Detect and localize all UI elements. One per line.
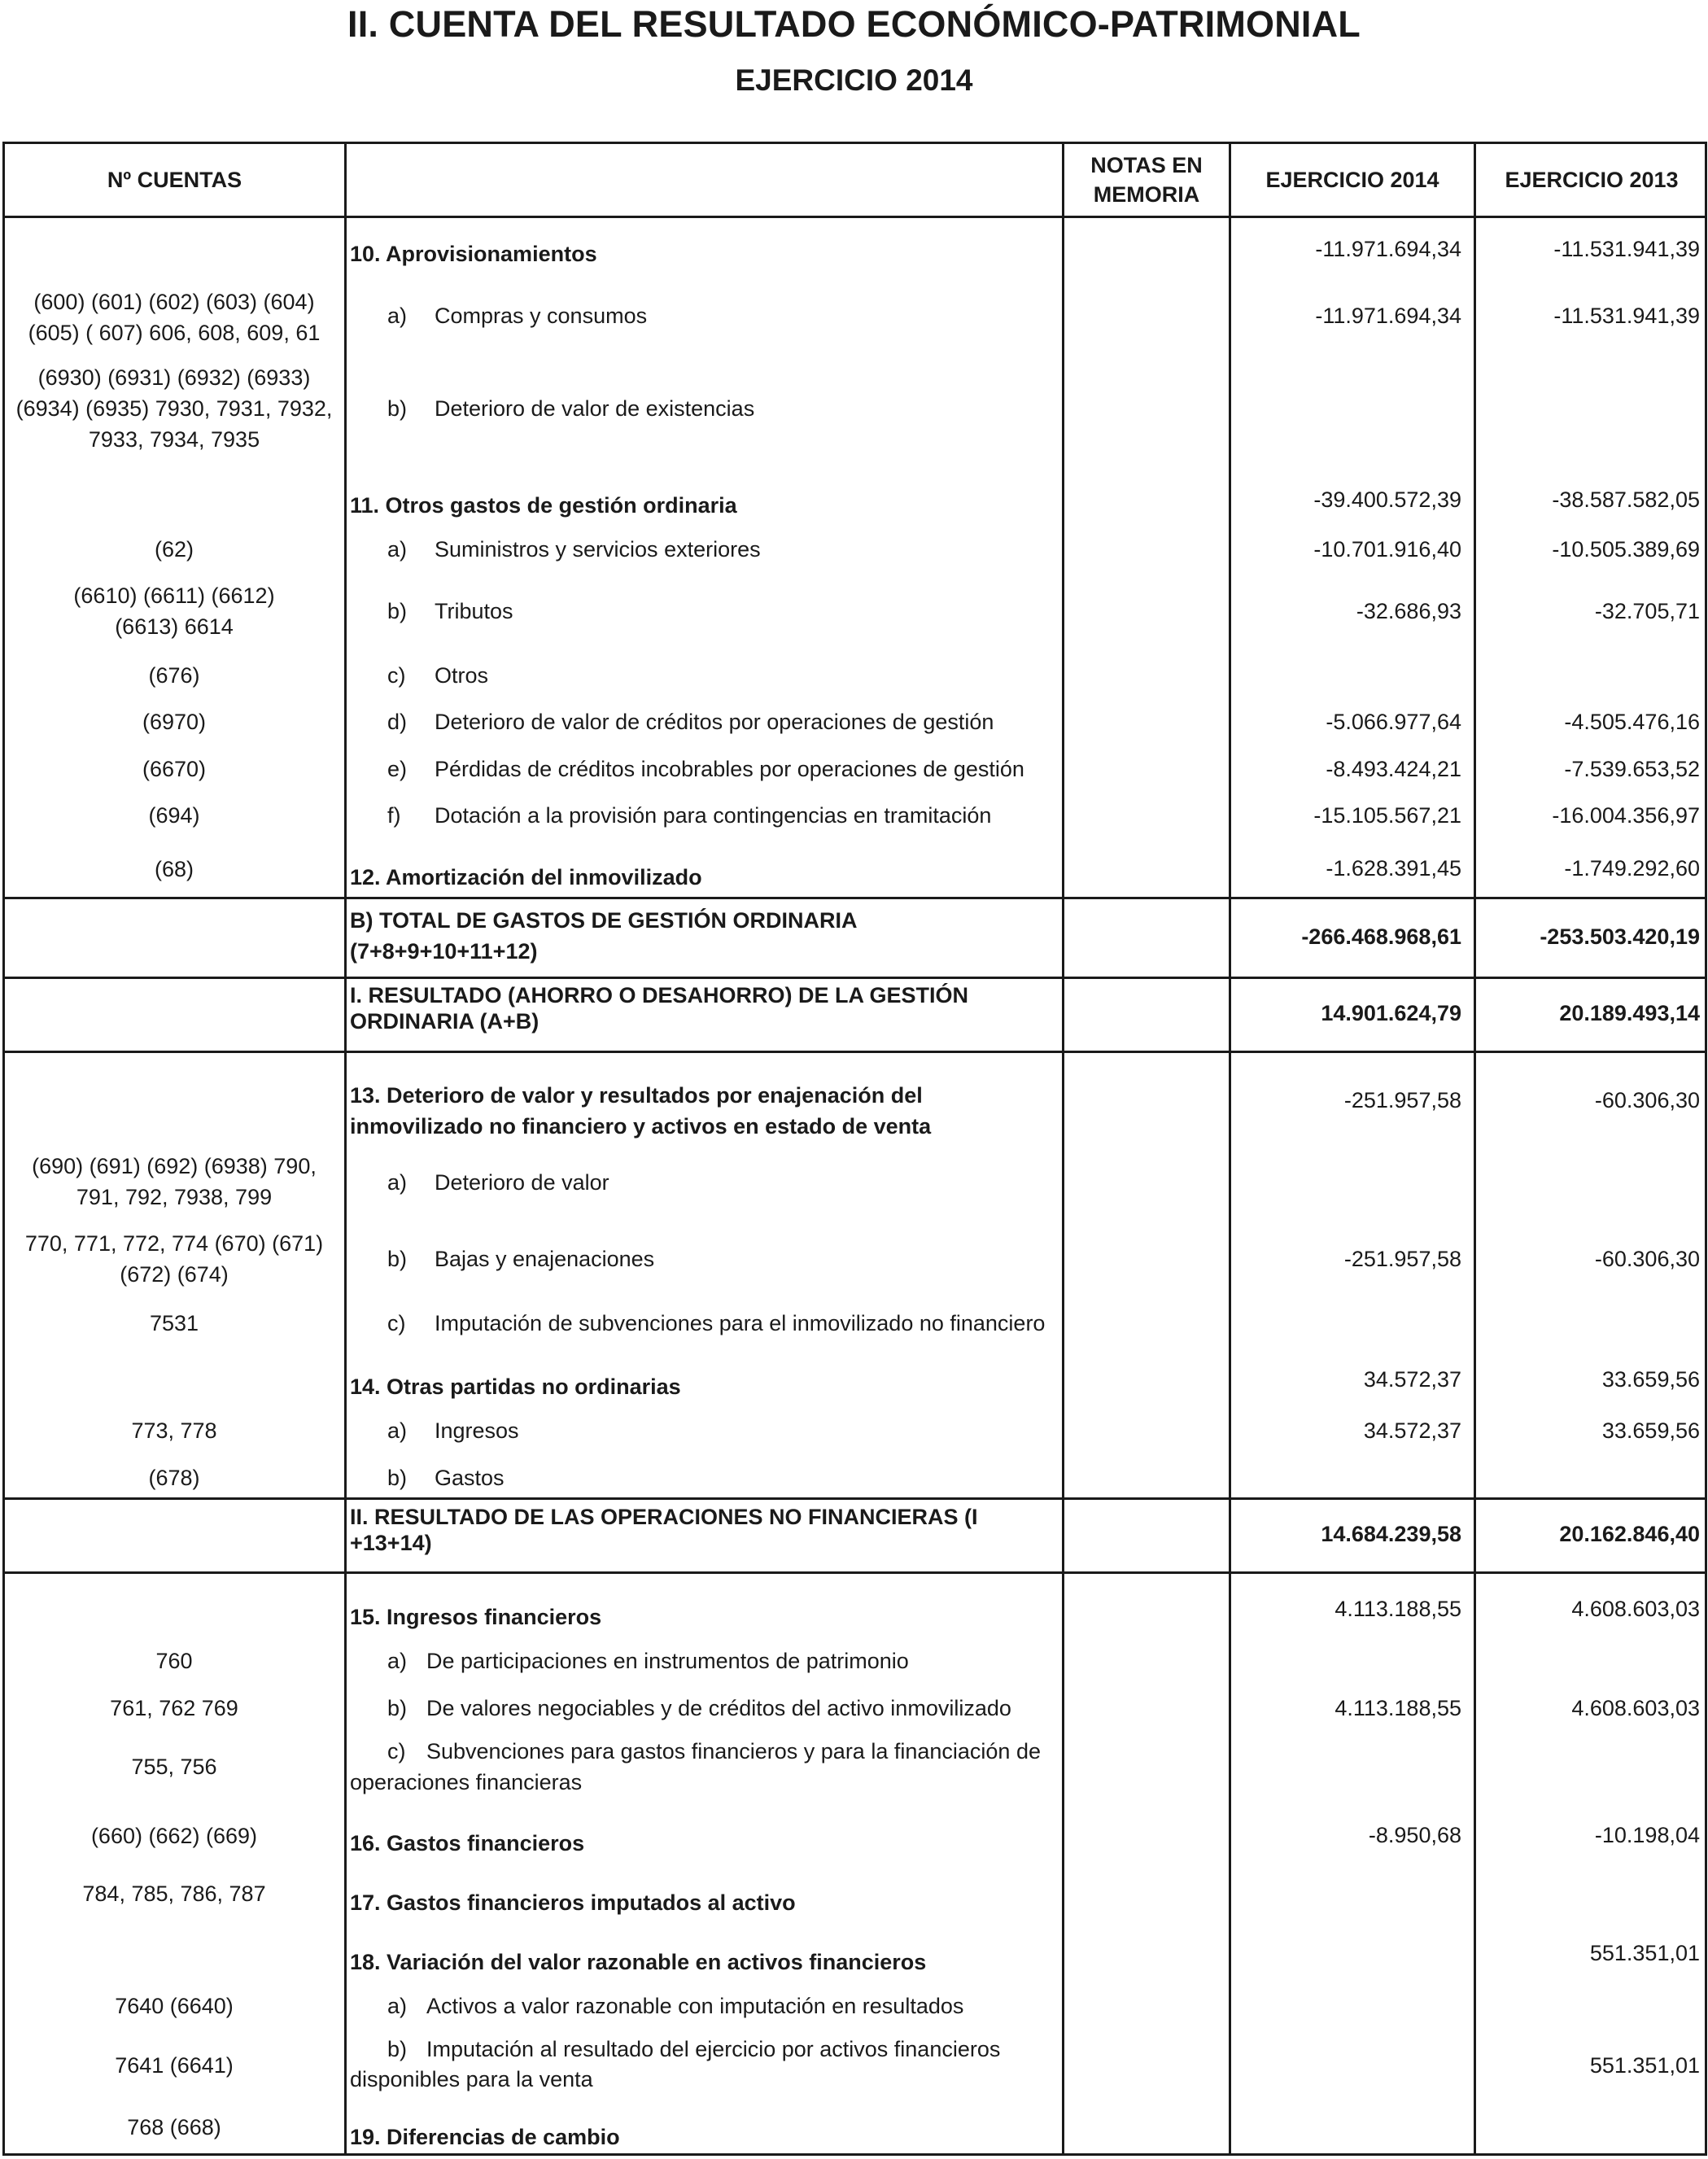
value-2014: 4.113.188,55 xyxy=(1335,1597,1461,1621)
value-2013: -38.587.582,05 xyxy=(1552,487,1700,512)
account-codes: (62) xyxy=(154,537,194,562)
value-2014: -39.400.572,39 xyxy=(1313,487,1461,512)
value-2013: -10.198,04 xyxy=(1594,1823,1700,1847)
page-title: II. CUENTA DEL RESULTADO ECONÓMICO-PATRIMONIAL xyxy=(347,3,1361,45)
header-ejercicio-2013: EJERCICIO 2013 xyxy=(1505,167,1679,192)
account-codes: (6610) (6611) (6612) (6613) 6614 xyxy=(73,583,275,639)
row-letter: a) xyxy=(387,1418,408,1443)
row-label: 10. Aprovisionamientos xyxy=(350,242,597,266)
row-letter: c) xyxy=(387,663,406,688)
row-label: 19. Diferencias de cambio xyxy=(350,2125,620,2149)
row-divider xyxy=(5,216,1705,218)
row-label: Deterioro de valor de existencias xyxy=(435,396,755,421)
value-2014: -10.701.916,40 xyxy=(1313,537,1461,562)
row-divider xyxy=(5,1497,1705,1500)
row-label: De valores negociables y de créditos del activo inmovilizado xyxy=(426,1696,1011,1720)
total-label: B) TOTAL DE GASTOS DE GESTIÓN ORDINARIA (7+8+9+10+11+12) xyxy=(350,908,857,964)
row-label: Bajas y enajenaciones xyxy=(435,1247,655,1271)
value-2013: -4.505.476,16 xyxy=(1564,710,1700,734)
value-2014: 14.684.239,58 xyxy=(1321,1522,1461,1546)
row-letter: b) xyxy=(387,2037,408,2061)
row-letter: c) xyxy=(387,1311,406,1335)
account-codes: (660) (662) (669) xyxy=(90,1824,258,1848)
row-label: Compras y consumos xyxy=(435,304,648,328)
value-2014: -32.686,93 xyxy=(1356,599,1461,623)
row-label: Deterioro de valor xyxy=(435,1170,609,1195)
account-codes: 768 (668) xyxy=(127,2115,221,2139)
value-2013: -253.503.420,19 xyxy=(1540,924,1700,949)
row-letter: b) xyxy=(387,1466,408,1490)
value-2013: -11.531.941,39 xyxy=(1553,237,1700,261)
row-label: 11. Otros gastos de gestión ordinaria xyxy=(350,493,737,518)
account-codes: (6930) (6931) (6932) (6933) (6934) (6935) 7930, 7931, 7932, 7933, 7934, 7935 xyxy=(15,365,333,452)
row-label-continued: operaciones financieras xyxy=(350,1770,583,1794)
account-codes: 760 xyxy=(155,1649,193,1673)
value-2013: 4.608.603,03 xyxy=(1571,1696,1700,1720)
value-2013: 33.659,56 xyxy=(1601,1367,1700,1392)
account-codes: (676) xyxy=(148,663,200,688)
row-label: 12. Amortización del inmovilizado xyxy=(350,865,702,889)
header-notas: NOTAS EN MEMORIA xyxy=(1090,152,1203,207)
value-2013: -32.705,71 xyxy=(1594,599,1700,623)
value-2014: -251.957,58 xyxy=(1343,1088,1461,1112)
row-label: 18. Variación del valor razonable en activos financieros xyxy=(350,1950,927,1974)
value-2014: -8.493.424,21 xyxy=(1326,757,1461,781)
value-2013: -11.531.941,39 xyxy=(1553,304,1700,328)
row-letter: a) xyxy=(387,304,408,328)
account-codes: (6670) xyxy=(142,757,207,781)
value-2013: -10.505.389,69 xyxy=(1552,537,1700,562)
value-2013: -60.306,30 xyxy=(1594,1247,1700,1271)
row-divider xyxy=(5,1051,1705,1053)
result-label: II. RESULTADO DE LAS OPERACIONES NO FINANCIERAS (I +13+14) xyxy=(350,1505,978,1555)
row-label: Dotación a la provisión para contingencias en tramitación xyxy=(435,803,992,828)
value-2014: 14.901.624,79 xyxy=(1321,1001,1461,1025)
value-2014: -11.971.694,34 xyxy=(1315,237,1461,261)
value-2014: 34.572,37 xyxy=(1363,1418,1461,1443)
row-divider xyxy=(5,977,1705,979)
row-label: Deterioro de valor de créditos por operaciones de gestión xyxy=(435,710,994,734)
value-2014: -266.468.968,61 xyxy=(1301,924,1461,949)
value-2014: -11.971.694,34 xyxy=(1315,304,1461,328)
account-codes: 784, 785, 786, 787 xyxy=(82,1881,266,1906)
value-2014: 34.572,37 xyxy=(1363,1367,1461,1392)
row-label: Imputación de subvenciones para el inmovilizado no financiero xyxy=(435,1311,1046,1335)
value-2013: 33.659,56 xyxy=(1601,1418,1700,1443)
row-letter: c) xyxy=(387,1739,406,1763)
column-divider xyxy=(1229,144,1231,2153)
account-codes: (678) xyxy=(148,1466,200,1490)
account-codes: (690) (691) (692) (6938) 790, 791, 792, 7938, 799 xyxy=(32,1154,317,1209)
value-2014: -251.957,58 xyxy=(1343,1247,1461,1271)
value-2013: -1.749.292,60 xyxy=(1564,856,1700,881)
column-divider xyxy=(344,144,347,2153)
row-label: 13. Deterioro de valor y resultados por enajenación del inmovilizado no financiero y activos en estado de venta xyxy=(350,1083,932,1139)
row-label: Suministros y servicios exteriores xyxy=(435,537,761,562)
value-2013: 4.608.603,03 xyxy=(1571,1597,1700,1621)
row-divider xyxy=(5,897,1705,899)
column-divider xyxy=(1062,144,1064,2153)
header-cuentas: Nº CUENTAS xyxy=(107,167,242,192)
value-2013: -16.004.356,97 xyxy=(1552,803,1700,828)
row-divider xyxy=(5,1571,1705,1574)
row-letter: b) xyxy=(387,1696,408,1720)
row-label: 16. Gastos financieros xyxy=(350,1831,585,1855)
row-letter: b) xyxy=(387,1247,408,1271)
account-codes: (600) (601) (602) (603) (604) (605) ( 607) 606, 608, 609, 61 xyxy=(28,290,321,345)
account-codes: (68) xyxy=(154,857,194,881)
account-codes: 7531 xyxy=(149,1311,199,1335)
row-label: Imputación al resultado del ejercicio por activos financieros xyxy=(426,2037,1001,2061)
row-label: 17. Gastos financieros imputados al activo xyxy=(350,1890,796,1915)
account-codes: 7640 (6640) xyxy=(115,1994,234,2018)
row-letter: a) xyxy=(387,537,408,562)
row-label: Ingresos xyxy=(435,1418,519,1443)
value-2013: 551.351,01 xyxy=(1589,1941,1700,1965)
account-codes: 773, 778 xyxy=(131,1418,217,1443)
value-2014: -8.950,68 xyxy=(1368,1823,1461,1847)
column-divider xyxy=(1474,144,1476,2153)
row-label: Gastos xyxy=(435,1466,505,1490)
row-letter: b) xyxy=(387,599,408,623)
row-letter: d) xyxy=(387,710,408,734)
results-table xyxy=(2,142,1707,2156)
row-label: Activos a valor razonable con imputación en resultados xyxy=(426,1994,964,2018)
value-2013: 20.189.493,14 xyxy=(1559,1001,1700,1025)
value-2014: -15.105.567,21 xyxy=(1313,803,1461,828)
header-ejercicio-2014: EJERCICIO 2014 xyxy=(1265,167,1439,192)
value-2014: 4.113.188,55 xyxy=(1335,1696,1461,1720)
value-2013: -7.539.653,52 xyxy=(1564,757,1700,781)
value-2014: -5.066.977,64 xyxy=(1326,710,1461,734)
value-2014: -1.628.391,45 xyxy=(1326,856,1461,881)
row-letter: a) xyxy=(387,1170,408,1195)
value-2013: 20.162.846,40 xyxy=(1559,1522,1700,1546)
row-letter: f) xyxy=(387,803,401,828)
page-subtitle: EJERCICIO 2014 xyxy=(735,63,973,97)
row-letter: a) xyxy=(387,1994,408,2018)
row-label: Tributos xyxy=(435,599,513,623)
value-2013: 551.351,01 xyxy=(1589,2053,1700,2078)
row-letter: b) xyxy=(387,396,408,421)
row-letter: a) xyxy=(387,1649,408,1673)
row-letter: e) xyxy=(387,757,408,781)
row-label: Pérdidas de créditos incobrables por operaciones de gestión xyxy=(435,757,1024,781)
row-label: 15. Ingresos financieros xyxy=(350,1605,602,1629)
result-label: I. RESULTADO (AHORRO O DESAHORRO) DE LA GESTIÓN ORDINARIA (A+B) xyxy=(350,983,969,1034)
account-codes: 761, 762 769 xyxy=(110,1696,238,1720)
account-codes: 755, 756 xyxy=(131,1755,217,1779)
row-label: 14. Otras partidas no ordinarias xyxy=(350,1375,681,1399)
row-label: De participaciones en instrumentos de patrimonio xyxy=(426,1649,909,1673)
account-codes: 770, 771, 772, 774 (670) (671) (672) (674) xyxy=(24,1231,324,1287)
row-label-continued: disponibles para la venta xyxy=(350,2067,593,2091)
account-codes: (694) xyxy=(148,803,200,828)
row-label: Subvenciones para gastos financieros y para la financiación de xyxy=(426,1739,1041,1763)
value-2013: -60.306,30 xyxy=(1594,1088,1700,1112)
account-codes: 7641 (6641) xyxy=(115,2053,234,2078)
row-label: Otros xyxy=(435,663,489,688)
account-codes: (6970) xyxy=(142,710,207,734)
